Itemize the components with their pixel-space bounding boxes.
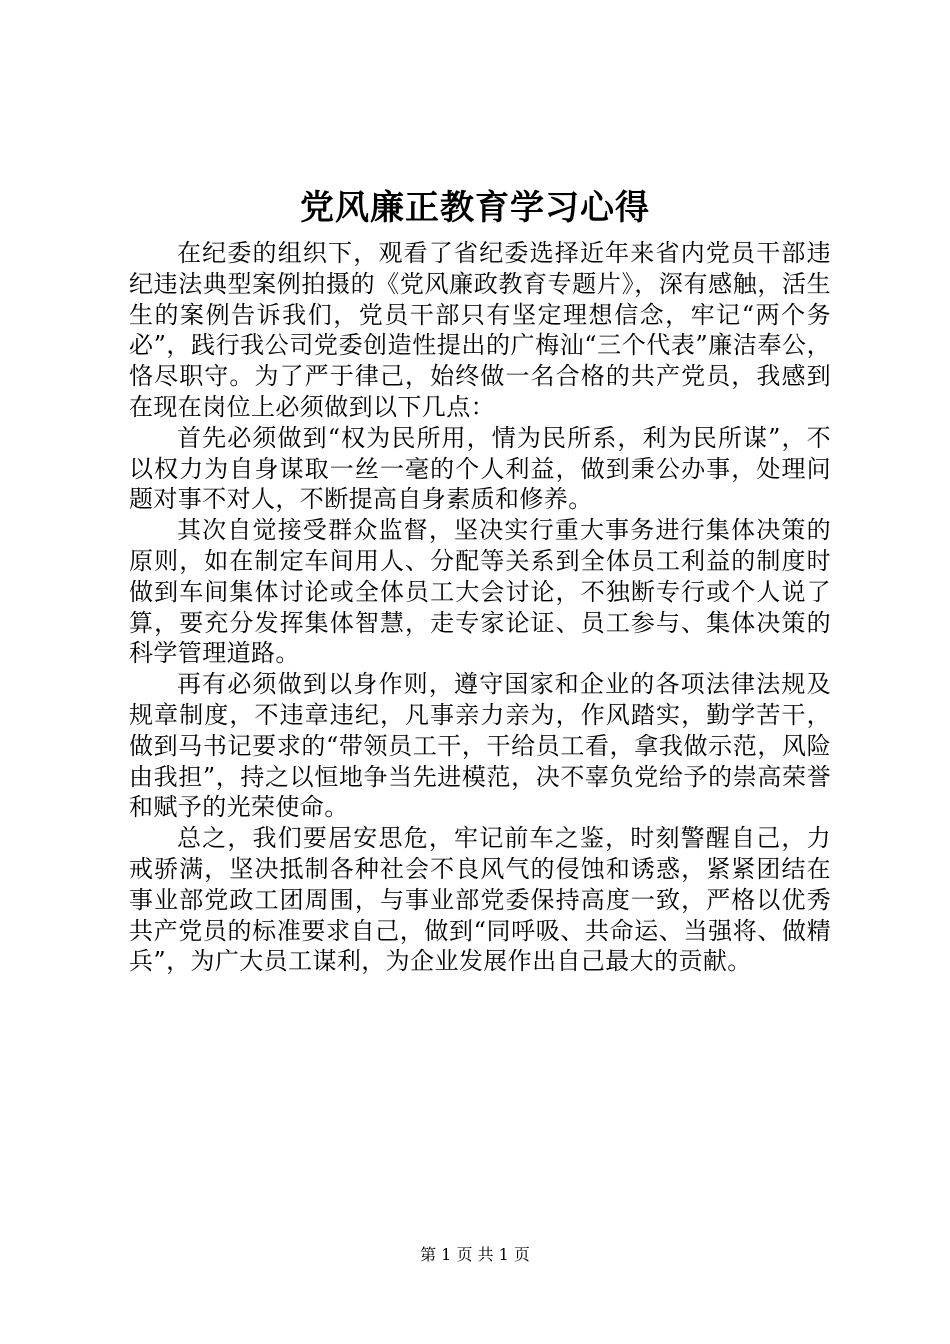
paragraph-first-point: 首先必须做到“权为民所用，情为民所系，利为民所谋”，不以权力为自身谋取一丝一毫的个人利益，做到秉公办事，处理问题对事不对人，不断提高自身素质和修养。 bbox=[129, 423, 831, 514]
paragraph-intro: 在纪委的组织下，观看了省纪委选择近年来省内党员干部违纪违法典型案例拍摄的《党风廉政教育专题片》，深有感触，活生生的案例告诉我们，党员干部只有坚定理想信念，牢记“两个务必”，践行我公司党委创造性提出的广梅汕“三个代表”廉洁奉公，恪尽职守。为了严于律己，始终做一名合格的共产党员，我感到在现在岗位上必须做到以下几点： bbox=[129, 239, 831, 421]
paragraph-conclusion: 总之，我们要居安思危，牢记前车之鉴，时刻警醒自己，力戒骄满，坚决抵制各种社会不良风气的侵蚀和诱惑，紧紧团结在事业部党政工团周围，与事业部党委保持高度一致，严格以优秀共产党员的标准要求自己，做到“同呼吸、共命运、当强将、做精兵”，为广大员工谋利，为企业发展作出自己最大的贡献。 bbox=[129, 824, 831, 976]
page-footer: 第 1 页 共 1 页 bbox=[420, 1245, 530, 1264]
paragraph-second-point: 其次自觉接受群众监督，坚决实行重大事务进行集体决策的原则，如在制定车间用人、分配等关系到全体员工利益的制度时做到车间集体讨论或全体员工大会讨论，不独断专行或个人说了算，要充分发挥集体智慧，走专家论证、员工参与、集体决策的科学管理道路。 bbox=[129, 516, 831, 668]
document-title: 党风廉正教育学习心得 bbox=[300, 188, 650, 228]
paragraph-third-point: 再有必须做到以身作则，遵守国家和企业的各项法律法规及规章制度，不违章违纪，凡事亲力亲为，作风踏实，勤学苦干，做到马书记要求的“带领员工干，干给员工看，拿我做示范，风险由我担”，持之以恒地争当先进模范，决不辜负党给予的崇高荣誉和赋予的光荣使命。 bbox=[129, 670, 831, 822]
document-body bbox=[129, 238, 831, 977]
